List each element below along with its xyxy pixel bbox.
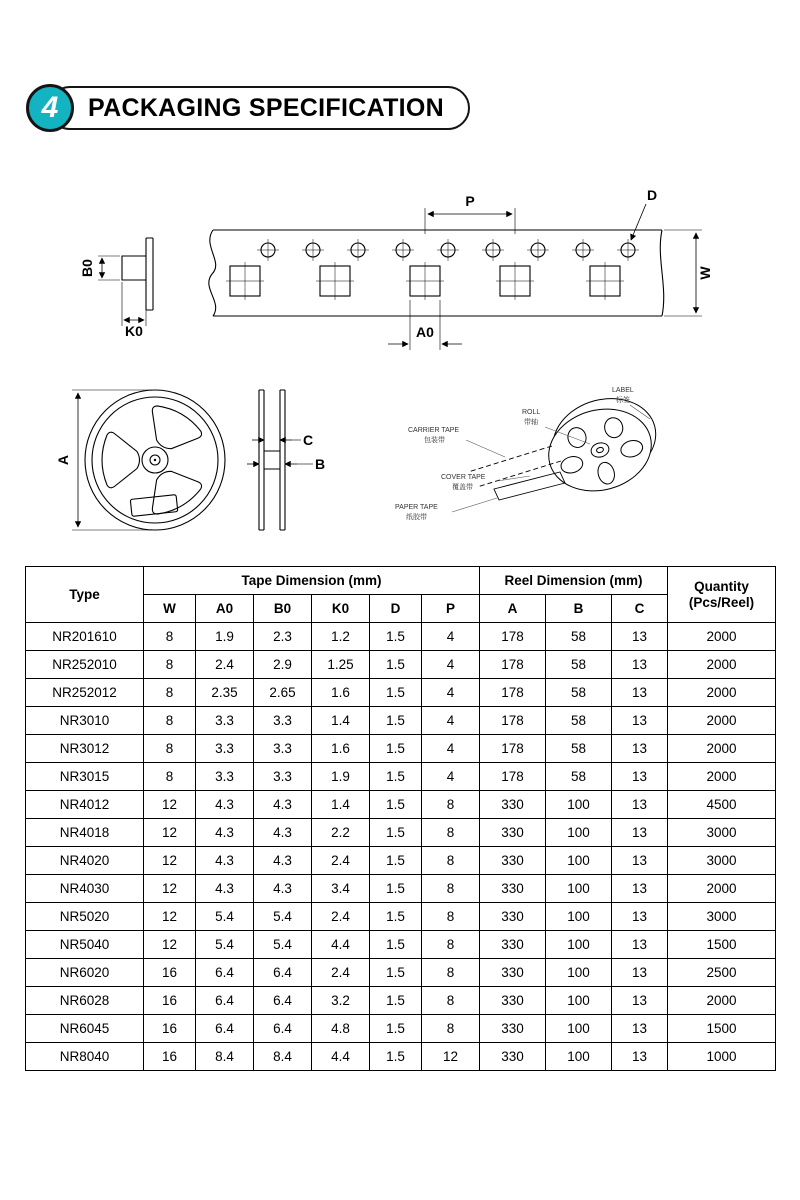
cell-value: 8 (422, 875, 480, 903)
quantity-header-line1: Quantity (694, 578, 749, 594)
cell-type: NR252010 (26, 651, 144, 679)
cell-type: NR3015 (26, 763, 144, 791)
cell-value: 1.4 (312, 791, 370, 819)
dim-w (664, 230, 713, 316)
cell-value: 2000 (668, 875, 776, 903)
cell-value: 1.5 (370, 763, 422, 791)
cell-type: NR3010 (26, 707, 144, 735)
cell-value: 100 (546, 847, 612, 875)
cell-value: 330 (480, 903, 546, 931)
dim-b0-label: B0 (79, 259, 95, 277)
cell-value: 13 (612, 931, 668, 959)
cell-value: 4.4 (312, 931, 370, 959)
cell-value: 13 (612, 903, 668, 931)
cell-value: 2000 (668, 735, 776, 763)
cell-value: 12 (144, 791, 196, 819)
carrier-tape-annotation-en: CARRIER TAPE (408, 427, 460, 434)
cell-value: 100 (546, 791, 612, 819)
cell-value: 4 (422, 623, 480, 651)
cell-value: 100 (546, 819, 612, 847)
cell-value: 4.3 (196, 847, 254, 875)
label-annotation-zh: 标签 (616, 397, 630, 404)
cell-value: 8 (422, 987, 480, 1015)
cell-type: NR201610 (26, 623, 144, 651)
cell-value: 8 (144, 707, 196, 735)
cell-value: 13 (612, 987, 668, 1015)
cell-value: 13 (612, 623, 668, 651)
dim-a0 (388, 300, 462, 350)
cell-value: 2.4 (312, 847, 370, 875)
cell-value: 5.4 (254, 903, 312, 931)
cell-value: 1500 (668, 931, 776, 959)
cell-value: 1500 (668, 1015, 776, 1043)
cell-value: 13 (612, 1043, 668, 1071)
cell-value: 6.4 (196, 987, 254, 1015)
cell-value: 12 (422, 1043, 480, 1071)
table-row (26, 763, 776, 791)
cell-value: 16 (144, 987, 196, 1015)
cell-type: NR6045 (26, 1015, 144, 1043)
cell-value: 4.3 (196, 819, 254, 847)
cell-value: 178 (480, 707, 546, 735)
cell-value: 12 (144, 819, 196, 847)
cell-value: 2500 (668, 959, 776, 987)
cell-value: 1.5 (370, 679, 422, 707)
cell-value: 13 (612, 875, 668, 903)
cell-value: 4.3 (196, 875, 254, 903)
cell-value: 8 (422, 791, 480, 819)
sprocket-holes (257, 239, 639, 261)
section-number-badge: 4 (26, 84, 74, 132)
cell-value: 2000 (668, 679, 776, 707)
section-header (26, 84, 470, 132)
cell-value: 1.2 (312, 623, 370, 651)
dim-w-label: W (697, 266, 713, 280)
table-row (26, 959, 776, 987)
cell-value: 330 (480, 987, 546, 1015)
cell-value: 8 (422, 931, 480, 959)
cell-value: 8 (144, 735, 196, 763)
table-row (26, 707, 776, 735)
cell-value: 100 (546, 903, 612, 931)
reel-front-view (55, 384, 233, 533)
cell-value: 8 (144, 763, 196, 791)
table-row (26, 931, 776, 959)
col-group-tape-dimension: Tape Dimension (mm) (144, 567, 480, 595)
cell-value: 3.4 (312, 875, 370, 903)
cell-value: 5.4 (196, 903, 254, 931)
page-title: PACKAGING SPECIFICATION (48, 86, 470, 130)
col-header-type: Type (26, 567, 144, 623)
cell-value: 8.4 (196, 1043, 254, 1071)
cell-value: 4 (422, 679, 480, 707)
cell-value: 4.8 (312, 1015, 370, 1043)
cell-value: 2.35 (196, 679, 254, 707)
dim-a0-label: A0 (416, 324, 434, 340)
cell-value: 2.4 (196, 651, 254, 679)
cell-value: 100 (546, 987, 612, 1015)
table-row (26, 623, 776, 651)
dim-d-label: D (646, 187, 658, 203)
table-row (26, 651, 776, 679)
cell-value: 4.3 (254, 847, 312, 875)
col-header-k0: K0 (312, 595, 370, 623)
cover-tape-annotation-zh: 覆盖带 (452, 484, 473, 491)
cell-value: 8 (422, 1015, 480, 1043)
cell-value: 58 (546, 651, 612, 679)
cell-value: 3.3 (196, 735, 254, 763)
cell-type: NR252012 (26, 679, 144, 707)
cell-value: 100 (546, 875, 612, 903)
cell-value: 178 (480, 623, 546, 651)
cell-value: 100 (546, 959, 612, 987)
cell-type: NR8040 (26, 1043, 144, 1071)
cell-value: 58 (546, 707, 612, 735)
cover-tape-annotation-en: COVER TAPE (441, 474, 486, 481)
cell-value: 58 (546, 623, 612, 651)
cell-value: 4.4 (312, 1043, 370, 1071)
roll-annotation-en: ROLL (522, 409, 541, 416)
table-row (26, 1043, 776, 1071)
cell-value: 13 (612, 679, 668, 707)
tape-pockets (226, 262, 624, 300)
cell-value: 12 (144, 875, 196, 903)
cell-value: 4 (422, 763, 480, 791)
cell-value: 13 (612, 735, 668, 763)
cell-value: 4 (422, 735, 480, 763)
cell-value: 3000 (668, 819, 776, 847)
dim-b-label: B (314, 456, 326, 472)
cell-value: 330 (480, 847, 546, 875)
cell-value: 5.4 (254, 931, 312, 959)
cell-value: 330 (480, 931, 546, 959)
label-annotation-en: LABEL (612, 387, 634, 394)
cell-value: 1.5 (370, 903, 422, 931)
cell-value: 1.5 (370, 623, 422, 651)
cell-value: 1.5 (370, 959, 422, 987)
cell-value: 4500 (668, 791, 776, 819)
cell-value: 2.65 (254, 679, 312, 707)
cell-value: 3.3 (254, 735, 312, 763)
cell-value: 3.3 (196, 763, 254, 791)
paper-tape-annotation-en: PAPER TAPE (395, 504, 438, 511)
cell-value: 58 (546, 679, 612, 707)
paper-tape-annotation-zh: 纸胶带 (406, 514, 427, 521)
cell-value: 330 (480, 1015, 546, 1043)
dim-k0-label: K0 (125, 323, 143, 339)
cell-value: 1.5 (370, 1043, 422, 1071)
cell-value: 178 (480, 679, 546, 707)
cell-value: 330 (480, 1043, 546, 1071)
cell-type: NR6028 (26, 987, 144, 1015)
cell-value: 3.3 (196, 707, 254, 735)
cell-value: 8 (422, 903, 480, 931)
cell-type: NR4030 (26, 875, 144, 903)
cell-value: 16 (144, 1043, 196, 1071)
reel-side-view (247, 390, 325, 530)
cell-value: 178 (480, 651, 546, 679)
col-header-a0: A0 (196, 595, 254, 623)
cell-value: 1.5 (370, 1015, 422, 1043)
cell-value: 5.4 (196, 931, 254, 959)
cell-value: 1.6 (312, 735, 370, 763)
table-row (26, 987, 776, 1015)
cell-value: 58 (546, 763, 612, 791)
cell-value: 12 (144, 903, 196, 931)
cell-value: 2.3 (254, 623, 312, 651)
cell-value: 1.5 (370, 847, 422, 875)
roll-annotation-zh: 带轴 (524, 419, 538, 426)
table-row (26, 847, 776, 875)
cell-value: 330 (480, 959, 546, 987)
cell-value: 4 (422, 651, 480, 679)
cell-value: 2000 (668, 763, 776, 791)
dim-p-label: P (465, 193, 475, 209)
cell-value: 13 (612, 1015, 668, 1043)
cell-value: 1.9 (312, 763, 370, 791)
cell-value: 8.4 (254, 1043, 312, 1071)
cell-value: 1.5 (370, 651, 422, 679)
cell-value: 1000 (668, 1043, 776, 1071)
cell-value: 8 (422, 847, 480, 875)
cell-value: 100 (546, 931, 612, 959)
cell-value: 2.2 (312, 819, 370, 847)
cell-value: 6.4 (254, 1015, 312, 1043)
cell-value: 1.5 (370, 707, 422, 735)
cell-value: 12 (144, 931, 196, 959)
cell-type: NR5040 (26, 931, 144, 959)
cell-type: NR4018 (26, 819, 144, 847)
col-header-b0: B0 (254, 595, 312, 623)
cell-value: 2.4 (312, 959, 370, 987)
carrier-tape-annotation-zh: 包装带 (424, 437, 445, 444)
cell-value: 3.2 (312, 987, 370, 1015)
cell-value: 8 (144, 679, 196, 707)
cell-value: 58 (546, 735, 612, 763)
cell-value: 13 (612, 847, 668, 875)
col-header-quantity (668, 567, 776, 623)
col-header-d: D (370, 595, 422, 623)
cell-value: 1.4 (312, 707, 370, 735)
cell-type: NR4020 (26, 847, 144, 875)
cell-value: 2000 (668, 707, 776, 735)
cell-type: NR6020 (26, 959, 144, 987)
cell-value: 100 (546, 1015, 612, 1043)
table-row (26, 735, 776, 763)
cell-value: 178 (480, 735, 546, 763)
cell-value: 16 (144, 1015, 196, 1043)
cell-value: 1.9 (196, 623, 254, 651)
cell-value: 3000 (668, 903, 776, 931)
carrier-tape-diagram (79, 187, 713, 350)
cell-value: 2000 (668, 623, 776, 651)
packaging-spec-table (25, 566, 775, 1071)
cell-value: 330 (480, 875, 546, 903)
dim-c (252, 432, 313, 449)
cell-value: 4.3 (254, 875, 312, 903)
cell-value: 13 (612, 707, 668, 735)
cell-value: 1.6 (312, 679, 370, 707)
cell-value: 4.3 (254, 819, 312, 847)
cell-value: 13 (612, 959, 668, 987)
spec-table (25, 566, 776, 1071)
cell-value: 13 (612, 651, 668, 679)
table-row (26, 791, 776, 819)
cell-type: NR4012 (26, 791, 144, 819)
cell-value: 13 (612, 819, 668, 847)
cell-value: 4.3 (254, 791, 312, 819)
cell-value: 4.3 (196, 791, 254, 819)
dim-c-label: C (302, 432, 314, 448)
reel-spoke-cutouts (78, 384, 233, 533)
cell-value: 3000 (668, 847, 776, 875)
cell-value: 8 (422, 819, 480, 847)
spec-table-body (26, 623, 776, 1071)
cell-value: 2.9 (254, 651, 312, 679)
cell-value: 3.3 (254, 707, 312, 735)
tape-side-profile (79, 238, 153, 339)
cell-value: 4 (422, 707, 480, 735)
table-row (26, 679, 776, 707)
cell-value: 1.5 (370, 819, 422, 847)
cell-type: NR5020 (26, 903, 144, 931)
cell-value: 1.5 (370, 931, 422, 959)
table-row (26, 1015, 776, 1043)
table-row (26, 903, 776, 931)
table-header-group-row (26, 567, 776, 595)
cell-value: 2000 (668, 651, 776, 679)
cell-value: 1.5 (370, 791, 422, 819)
cell-value: 13 (612, 763, 668, 791)
cell-value: 100 (546, 1043, 612, 1071)
cell-value: 330 (480, 819, 546, 847)
col-group-reel-dimension: Reel Dimension (mm) (480, 567, 668, 595)
cell-value: 6.4 (254, 987, 312, 1015)
cell-value: 13 (612, 791, 668, 819)
reel-assembly-diagram (395, 387, 667, 521)
cell-value: 2000 (668, 987, 776, 1015)
col-header-w: W (144, 595, 196, 623)
col-header-a: A (480, 595, 546, 623)
col-header-p: P (422, 595, 480, 623)
cell-value: 8 (144, 651, 196, 679)
quantity-header-line2: (Pcs/Reel) (688, 594, 755, 610)
cell-value: 1.5 (370, 875, 422, 903)
cell-value: 1.25 (312, 651, 370, 679)
col-header-c: C (612, 595, 668, 623)
cell-value: 12 (144, 847, 196, 875)
cell-value: 330 (480, 791, 546, 819)
dim-a-label: A (55, 454, 71, 466)
cell-value: 8 (422, 959, 480, 987)
cell-value: 6.4 (254, 959, 312, 987)
col-header-b: B (546, 595, 612, 623)
cell-value: 6.4 (196, 1015, 254, 1043)
cell-value: 1.5 (370, 987, 422, 1015)
dim-d (631, 187, 657, 240)
cell-type: NR3012 (26, 735, 144, 763)
table-row (26, 875, 776, 903)
dim-a (55, 390, 152, 530)
table-row (26, 819, 776, 847)
cell-value: 6.4 (196, 959, 254, 987)
diagrams-canvas (0, 168, 800, 560)
cell-value: 2.4 (312, 903, 370, 931)
cell-value: 8 (144, 623, 196, 651)
dim-p (425, 193, 515, 234)
cell-value: 1.5 (370, 735, 422, 763)
cell-value: 178 (480, 763, 546, 791)
cell-value: 3.3 (254, 763, 312, 791)
cell-value: 16 (144, 959, 196, 987)
